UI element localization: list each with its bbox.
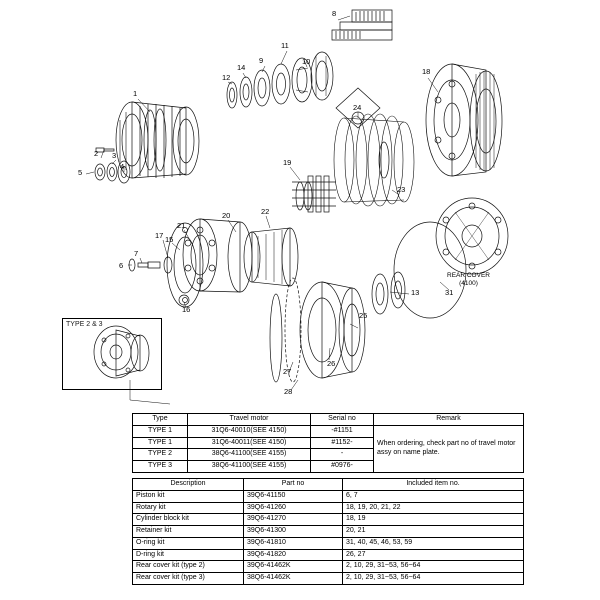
cell-motor: 38Q6-41100(SEE 4155) bbox=[188, 449, 311, 461]
cell-serial: -#1151 bbox=[311, 425, 374, 437]
cell-items: 2, 10, 29, 31~53, 56~64 bbox=[343, 561, 524, 573]
cell-type: TYPE 3 bbox=[133, 461, 188, 473]
callout-5: 5 bbox=[78, 168, 83, 177]
callout-19: 19 bbox=[283, 158, 292, 167]
rear-cover-assembly bbox=[426, 64, 502, 176]
cell-description: Retainer kit bbox=[133, 526, 244, 538]
callout-6: 6 bbox=[119, 261, 124, 270]
cell-part-no: 39Q6-41462K bbox=[244, 561, 343, 573]
th-travel-motor: Travel motor bbox=[188, 414, 311, 426]
callout-25: 25 bbox=[359, 311, 368, 320]
callout-23: 23 bbox=[397, 185, 406, 194]
callout-1: 1 bbox=[133, 89, 138, 98]
table-header-row bbox=[133, 479, 524, 491]
callout-13: 13 bbox=[411, 288, 420, 297]
callout-4: 4 bbox=[120, 162, 125, 171]
th-description: Description bbox=[133, 479, 244, 491]
cell-part-no: 39Q6-41300 bbox=[244, 526, 343, 538]
callout-14: 14 bbox=[237, 63, 246, 72]
rear-cover-caption-line1: REAR COVER bbox=[447, 272, 490, 279]
cell-items: 6, 7 bbox=[343, 490, 524, 502]
table-row bbox=[133, 526, 524, 538]
rear-cover-caption-line2: (4100) bbox=[459, 280, 478, 288]
th-included-item-no: Included item no. bbox=[343, 479, 524, 491]
callout-3: 3 bbox=[112, 151, 117, 160]
cell-serial: #1152- bbox=[311, 437, 374, 449]
cell-description: Cylinder block kit bbox=[133, 514, 244, 526]
bearing-ring-row bbox=[227, 52, 333, 108]
rear-cover-flat-view bbox=[436, 198, 508, 274]
cell-items: 18, 19 bbox=[343, 514, 524, 526]
callout-21: 21 bbox=[177, 221, 186, 230]
table-row bbox=[133, 573, 524, 585]
cell-part-no: 38Q6-41462K bbox=[244, 573, 343, 585]
cell-items: 26, 27 bbox=[343, 549, 524, 561]
table-row bbox=[133, 561, 524, 573]
cell-motor: 38Q6-41100(SEE 4155) bbox=[188, 461, 311, 473]
cell-type: TYPE 1 bbox=[133, 425, 188, 437]
callout-7: 7 bbox=[134, 249, 139, 258]
cell-description: D-ring kit bbox=[133, 549, 244, 561]
callout-12: 12 bbox=[222, 73, 231, 82]
callout-17: 17 bbox=[155, 231, 164, 240]
th-type: Type bbox=[133, 414, 188, 426]
cell-description: Rear cover kit (type 3) bbox=[133, 573, 244, 585]
cell-description: Rear cover kit (type 2) bbox=[133, 561, 244, 573]
cell-description: Rotary kit bbox=[133, 502, 244, 514]
callout-16: 16 bbox=[182, 305, 191, 314]
service-kit-table bbox=[132, 478, 524, 585]
callout-18: 18 bbox=[422, 67, 431, 76]
cell-remark: When ordering, check part no of travel motor assy on name plate. bbox=[374, 425, 524, 472]
table-row bbox=[133, 514, 524, 526]
cell-description: Piston kit bbox=[133, 490, 244, 502]
callout-26: 26 bbox=[327, 359, 336, 368]
type23-inset-label: TYPE 2 & 3 bbox=[66, 321, 103, 328]
table-row bbox=[133, 549, 524, 561]
washer-group-small bbox=[95, 161, 130, 183]
cell-description: O-ring kit bbox=[133, 537, 244, 549]
cell-part-no: 39Q6-41810 bbox=[244, 537, 343, 549]
cell-part-no: 39Q6-41150 bbox=[244, 490, 343, 502]
cell-type: TYPE 1 bbox=[133, 437, 188, 449]
cell-items: 20, 21 bbox=[343, 526, 524, 538]
cell-type: TYPE 2 bbox=[133, 449, 188, 461]
callout-9: 9 bbox=[259, 56, 264, 65]
cell-items: 31, 40, 45, 46, 53, 59 bbox=[343, 537, 524, 549]
cell-part-no: 39Q6-41820 bbox=[244, 549, 343, 561]
seal-ring-group bbox=[372, 222, 466, 318]
cell-motor: 31Q6-40011(SEE 4150) bbox=[188, 437, 311, 449]
callout-10: 10 bbox=[302, 57, 311, 66]
callout-22: 22 bbox=[261, 207, 270, 216]
callout-15: 15 bbox=[165, 235, 174, 244]
table-row bbox=[133, 537, 524, 549]
type23-inset-box bbox=[62, 318, 162, 390]
cell-part-no: 39Q6-41270 bbox=[244, 514, 343, 526]
th-remark: Remark bbox=[374, 414, 524, 426]
cylinder-block-group bbox=[183, 176, 336, 292]
cell-items: 18, 19, 20, 21, 22 bbox=[343, 502, 524, 514]
callout-8: 8 bbox=[332, 9, 337, 18]
rear-cover-caption bbox=[447, 272, 490, 288]
table-row bbox=[133, 502, 524, 514]
travel-reduction-housing bbox=[116, 102, 199, 178]
travel-motor-table bbox=[132, 413, 524, 473]
cell-serial: - bbox=[311, 449, 374, 461]
callout-28: 28 bbox=[284, 387, 293, 396]
callout-20: 20 bbox=[222, 211, 231, 220]
callout-27: 27 bbox=[283, 367, 292, 376]
th-serial-no: Serial no bbox=[311, 414, 374, 426]
table-row bbox=[133, 490, 524, 502]
cell-motor: 31Q6-40010(SEE 4150) bbox=[188, 425, 311, 437]
table-header-row bbox=[133, 414, 524, 426]
table-row bbox=[133, 425, 524, 437]
cell-serial: #0976- bbox=[311, 461, 374, 473]
cell-part-no: 39Q6-41260 bbox=[244, 502, 343, 514]
callout-11: 11 bbox=[281, 41, 289, 50]
callout-31: 31 bbox=[445, 288, 454, 297]
callout-24: 24 bbox=[353, 103, 362, 112]
cell-items: 2, 10, 29, 31~53, 56~64 bbox=[343, 573, 524, 585]
drive-shaft bbox=[332, 10, 392, 40]
callout-2: 2 bbox=[94, 149, 99, 158]
th-part-no: Part no bbox=[244, 479, 343, 491]
